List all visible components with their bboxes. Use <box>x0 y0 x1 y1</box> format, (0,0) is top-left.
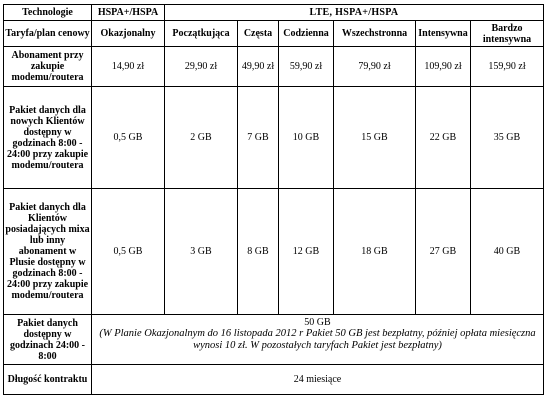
data-cell: 22 GB <box>416 87 471 189</box>
row-subscription <box>4 47 544 87</box>
contract-value: 24 miesiące <box>92 365 544 395</box>
header-row-plans <box>4 21 544 47</box>
price-cell: 79,90 zł <box>334 47 416 87</box>
lte-group-header: LTE, HSPA+/HSPA <box>165 5 544 21</box>
row-new-clients <box>4 87 544 189</box>
plan-header: Wszechstronna <box>334 21 416 47</box>
price-cell: 59,90 zł <box>279 47 334 87</box>
data-cell: 2 GB <box>165 87 238 189</box>
plan-header: Bardzo intensywna <box>471 21 544 47</box>
data-cell: 0,5 GB <box>92 87 165 189</box>
row-label: Abonament przy zakupie modemu/routera <box>4 47 92 87</box>
night-package-value: 50 GB <box>304 317 331 328</box>
header-row-technology <box>4 5 544 21</box>
plan-header: Intensywna <box>416 21 471 47</box>
data-cell: 7 GB <box>238 87 279 189</box>
row-label: Pakiet danych dostępny w godzinach 24:00 - 8:00 <box>4 315 92 365</box>
night-package-cell <box>92 315 544 365</box>
hspa-group-header: HSPA+/HSPA <box>92 5 165 21</box>
row-night-package <box>4 315 544 365</box>
price-table-container <box>3 4 544 395</box>
data-cell: 18 GB <box>334 189 416 315</box>
night-package-note: (W Planie Okazjonalnym do 16 listopada 2012 r Pakiet 50 GB jest bezpłatny, później opłata miesięczna wynosi 10 zł. W pozostałych taryfach Pakiet jest bezpłatny) <box>99 328 536 351</box>
price-cell: 29,90 zł <box>165 47 238 87</box>
data-cell: 15 GB <box>334 87 416 189</box>
data-cell: 35 GB <box>471 87 544 189</box>
plan-header: Częsta <box>238 21 279 47</box>
data-cell: 10 GB <box>279 87 334 189</box>
row-label: Pakiet danych dla Klientów posiadających mixa lub inny abonament w Plusie dostępny w godzinach 8:00 - 24:00 przy zakupie modemu/routera <box>4 189 92 315</box>
row-contract <box>4 365 544 395</box>
row-mix-clients <box>4 189 544 315</box>
plan-header: Codzienna <box>279 21 334 47</box>
data-cell: 40 GB <box>471 189 544 315</box>
plan-label: Taryfa/plan cenowy <box>4 21 92 47</box>
data-cell: 8 GB <box>238 189 279 315</box>
price-cell: 109,90 zł <box>416 47 471 87</box>
row-label: Pakiet danych dla nowych Klientów dostępny w godzinach 8:00 - 24:00 przy zakupie modemu/routera <box>4 87 92 189</box>
data-cell: 3 GB <box>165 189 238 315</box>
price-cell: 49,90 zł <box>238 47 279 87</box>
data-cell: 27 GB <box>416 189 471 315</box>
price-table <box>3 4 544 395</box>
technology-label: Technologie <box>4 5 92 21</box>
plan-header: Okazjonalny <box>92 21 165 47</box>
row-label: Długość kontraktu <box>4 365 92 395</box>
data-cell: 0,5 GB <box>92 189 165 315</box>
data-cell: 12 GB <box>279 189 334 315</box>
price-cell: 159,90 zł <box>471 47 544 87</box>
price-cell: 14,90 zł <box>92 47 165 87</box>
plan-header: Początkująca <box>165 21 238 47</box>
